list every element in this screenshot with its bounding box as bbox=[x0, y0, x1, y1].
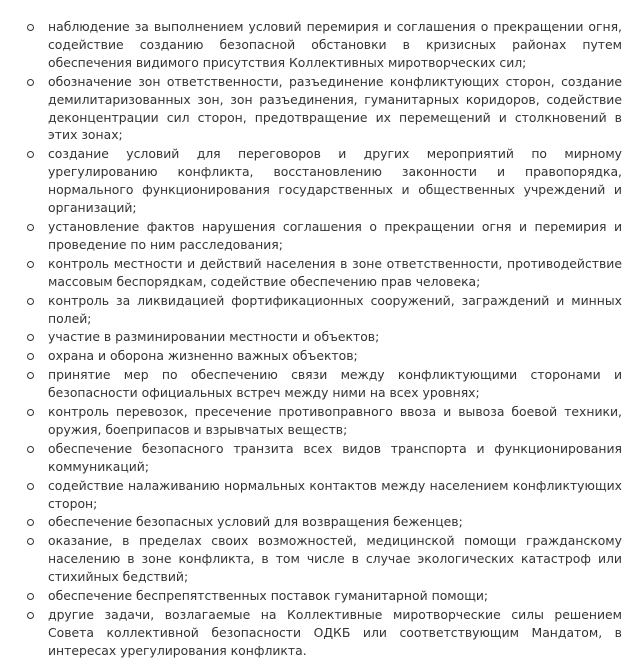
list-item-text: принятие мер по обеспечению связи между конфликтующими сторонами и безопасности официальных встреч между ними на всех уровнях; bbox=[48, 367, 622, 401]
bullet-icon bbox=[27, 298, 34, 305]
list-item bbox=[18, 255, 622, 291]
list-item-text: обеспечение безопасного транзита всех видов транспорта и функционирования коммуникаций; bbox=[48, 440, 622, 474]
bullet-icon bbox=[27, 261, 34, 268]
list-item-text: создание условий для переговоров и других мероприятий по мирному урегулированию конфликта, восстановлению законности и правопорядка, нормального функционирования государственных и общественных учреждений и организаций; bbox=[48, 146, 622, 216]
bullet-icon bbox=[27, 593, 34, 600]
bullet-icon bbox=[27, 538, 34, 545]
list-item bbox=[18, 328, 622, 346]
list-item bbox=[18, 587, 622, 605]
list-item-text: установление фактов нарушения соглашения о прекращении огня и перемирия и проведение по ним расследования; bbox=[48, 218, 622, 252]
list-item-text: другие задачи, возлагаемые на Коллективные миротворческие силы решением Совета коллективной безопасности ОДКБ или соответствующим Мандатом, в интересах урегулирования конфликта. bbox=[48, 607, 622, 658]
list-item-text: контроль местности и действий населения в зоне ответственности, противодействие массовым беспорядкам, содействие обеспечению прав человека; bbox=[48, 255, 622, 289]
list-item-text: контроль перевозок, пресечение противоправного ввоза и вывоза боевой техники, оружия, боеприпасов и взрывчатых веществ; bbox=[48, 404, 622, 437]
list-item bbox=[18, 347, 622, 365]
list-item-text: контроль за ликвидацией фортификационных сооружений, заграждений и минных полей; bbox=[48, 292, 622, 326]
bullet-icon bbox=[27, 483, 34, 490]
bullet-icon bbox=[27, 409, 34, 416]
list-item bbox=[18, 292, 622, 328]
list-item-text: обеспечение безопасных условий для возвращения беженцев; bbox=[48, 514, 463, 530]
list-item-text: охрана и оборона жизненно важных объектов; bbox=[48, 348, 358, 364]
list-item bbox=[18, 477, 622, 513]
list-item-text: обеспечение беспрепятственных поставок гуманитарной помощи; bbox=[48, 588, 489, 604]
bullet-icon bbox=[27, 372, 34, 379]
list-item-text: оказание, в пределах своих возможностей, медицинской помощи гражданскому населению в зоне конфликта, в том числе в случае экологических катастроф или стихийных бедствий; bbox=[48, 533, 622, 585]
list-item bbox=[18, 73, 622, 145]
bullet-icon bbox=[27, 151, 34, 158]
list-item bbox=[18, 18, 622, 72]
list-item bbox=[18, 513, 622, 531]
bullet-icon bbox=[27, 24, 34, 31]
bullet-icon bbox=[27, 612, 34, 619]
bullet-icon bbox=[27, 334, 34, 341]
list-item bbox=[18, 366, 622, 402]
list-item-text: содействие налаживанию нормальных контактов между населением конфликтующих сторон; bbox=[48, 477, 622, 511]
list-item bbox=[18, 145, 622, 217]
list-item bbox=[18, 403, 622, 439]
list-item bbox=[18, 532, 622, 586]
list-item-text: наблюдение за выполнением условий перемирия и соглашения о прекращении огня, содействие созданию безопасной обстановки в кризисных районах путем обеспечения видимого присутствия Коллективных миротворческих сил; bbox=[48, 19, 622, 70]
list-item bbox=[18, 218, 622, 254]
bullet-icon bbox=[27, 79, 34, 86]
list-item-text: участие в разминировании местности и объектов; bbox=[48, 329, 380, 345]
list-item-text: обозначение зон ответственности, разъединение конфликтующих сторон, создание демилитаризованных зон, зон разъединения, гуманитарных коридоров, содействие деконцентрации сил сторон, предотвращение их перемещений и столкновений в этих зонах; bbox=[48, 73, 622, 143]
bullet-icon bbox=[27, 224, 34, 231]
bullet-icon bbox=[27, 353, 34, 360]
list-item bbox=[18, 606, 622, 660]
bullet-icon bbox=[27, 446, 34, 453]
bullet-icon bbox=[27, 519, 34, 526]
task-list bbox=[18, 18, 622, 660]
list-item bbox=[18, 440, 622, 476]
